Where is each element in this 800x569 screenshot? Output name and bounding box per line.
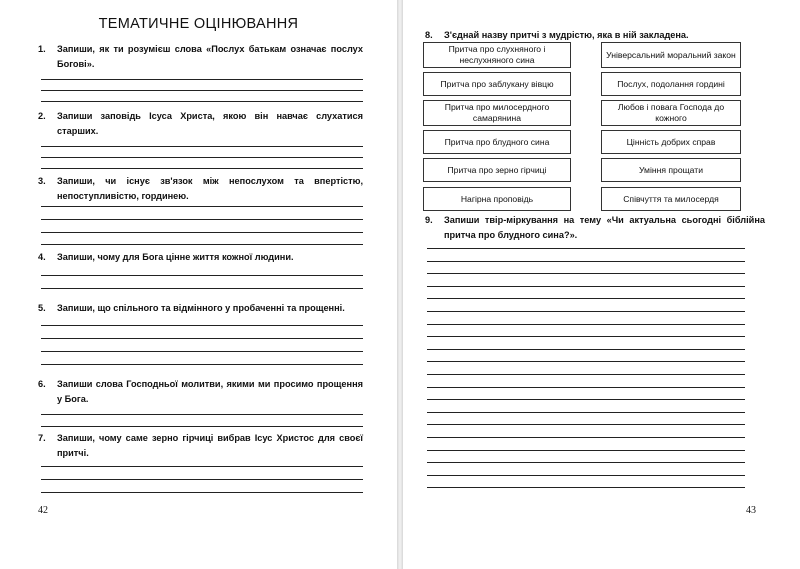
right-page (403, 0, 800, 569)
answer-line[interactable] (427, 462, 745, 463)
answer-line[interactable] (41, 146, 363, 147)
answer-line[interactable] (427, 475, 745, 476)
answer-line[interactable] (427, 387, 745, 388)
left-page (0, 0, 397, 569)
question-3 (38, 174, 363, 203)
answer-line[interactable] (41, 479, 363, 480)
parable-box[interactable]: Нагірна проповідь (423, 187, 571, 211)
page-number: 43 (746, 505, 756, 516)
question-number: 1. (38, 44, 46, 54)
question-number: 6. (38, 379, 46, 389)
parable-box[interactable]: Притча про блудного сина (423, 130, 571, 154)
answer-line[interactable] (41, 232, 363, 233)
parable-box[interactable]: Притча про милосердного самарянина (423, 100, 571, 126)
wisdom-box[interactable]: Цінність добрих справ (601, 130, 741, 154)
answer-line[interactable] (41, 426, 363, 427)
answer-line[interactable] (41, 157, 363, 158)
answer-line[interactable] (427, 412, 745, 413)
question-text: Запиши заповідь Ісуса Христа, якою він навчає слухатися старших. (57, 111, 363, 136)
answer-line[interactable] (427, 437, 745, 438)
answer-line[interactable] (41, 414, 363, 415)
answer-line[interactable] (41, 219, 363, 220)
question-4 (38, 250, 363, 265)
question-2 (38, 109, 363, 138)
question-number: 9. (425, 215, 433, 225)
answer-line[interactable] (41, 325, 363, 326)
answer-line[interactable] (41, 364, 363, 365)
answer-line[interactable] (41, 90, 363, 91)
wisdom-box[interactable]: Послух, подолання гордині (601, 72, 741, 96)
wisdom-box[interactable]: Універсальний моральний закон (601, 42, 741, 68)
answer-line[interactable] (427, 248, 745, 249)
question-text: Запиши твір-міркування на тему «Чи актуальна сьогодні біблійна притча про блудного сина?». (444, 215, 765, 240)
wisdom-box[interactable]: Любов і повага Господа до кожного (601, 100, 741, 126)
answer-line[interactable] (427, 361, 745, 362)
parable-box[interactable]: Притча про заблукану вівцю (423, 72, 571, 96)
answer-line[interactable] (427, 311, 745, 312)
answer-line[interactable] (427, 424, 745, 425)
parable-box[interactable]: Притча про слухняного і неслухняного сина (423, 42, 571, 68)
wisdom-box[interactable]: Уміння прощати (601, 158, 741, 182)
answer-line[interactable] (427, 336, 745, 337)
answer-line[interactable] (427, 374, 745, 375)
question-9 (425, 213, 765, 242)
question-number: 5. (38, 303, 46, 313)
question-8 (425, 28, 765, 43)
question-number: 3. (38, 176, 46, 186)
answer-line[interactable] (427, 487, 745, 488)
answer-line[interactable] (41, 79, 363, 80)
answer-line[interactable] (41, 275, 363, 276)
parable-box[interactable]: Притча про зерно гірчиці (423, 158, 571, 182)
answer-line[interactable] (427, 273, 745, 274)
answer-line[interactable] (427, 298, 745, 299)
question-text: Запиши, що спільного та відмінного у пробаченні та прощенні. (57, 303, 345, 313)
answer-line[interactable] (427, 286, 745, 287)
answer-line[interactable] (41, 244, 363, 245)
answer-line[interactable] (41, 288, 363, 289)
answer-line[interactable] (41, 206, 363, 207)
wisdom-box[interactable]: Співчуття та милосердя (601, 187, 741, 211)
answer-line[interactable] (427, 349, 745, 350)
question-text: Запиши, як ти розумієш слова «Послух батькам означає послух Богові». (57, 44, 363, 69)
question-number: 4. (38, 252, 46, 262)
question-number: 8. (425, 30, 433, 40)
question-1 (38, 42, 363, 71)
question-text: Запиши, чи існує зв'язок між непослухом та впертістю, непоступливістю, гординею. (57, 176, 363, 201)
page-title: ТЕМАТИЧНЕ ОЦІНЮВАННЯ (98, 16, 299, 32)
question-7 (38, 431, 363, 460)
answer-line[interactable] (427, 324, 745, 325)
question-text: З'єднай назву притчі з мудрістю, яка в ній закладена. (444, 30, 689, 40)
answer-line[interactable] (41, 466, 363, 467)
question-number: 7. (38, 433, 46, 443)
question-5 (38, 301, 363, 316)
question-number: 2. (38, 111, 46, 121)
question-6 (38, 377, 363, 406)
answer-line[interactable] (427, 450, 745, 451)
answer-line[interactable] (41, 338, 363, 339)
question-text: Запиши слова Господньої молитви, якими ми просимо прощення у Бога. (57, 379, 363, 404)
answer-line[interactable] (41, 492, 363, 493)
page-number: 42 (38, 505, 48, 516)
answer-line[interactable] (41, 168, 363, 169)
answer-line[interactable] (427, 261, 745, 262)
answer-line[interactable] (41, 101, 363, 102)
answer-line[interactable] (41, 351, 363, 352)
question-text: Запиши, чому саме зерно гірчиці вибрав Ісус Христос для своєї притчі. (57, 433, 363, 458)
question-text: Запиши, чому для Бога цінне життя кожної людини. (57, 252, 294, 262)
answer-line[interactable] (427, 399, 745, 400)
